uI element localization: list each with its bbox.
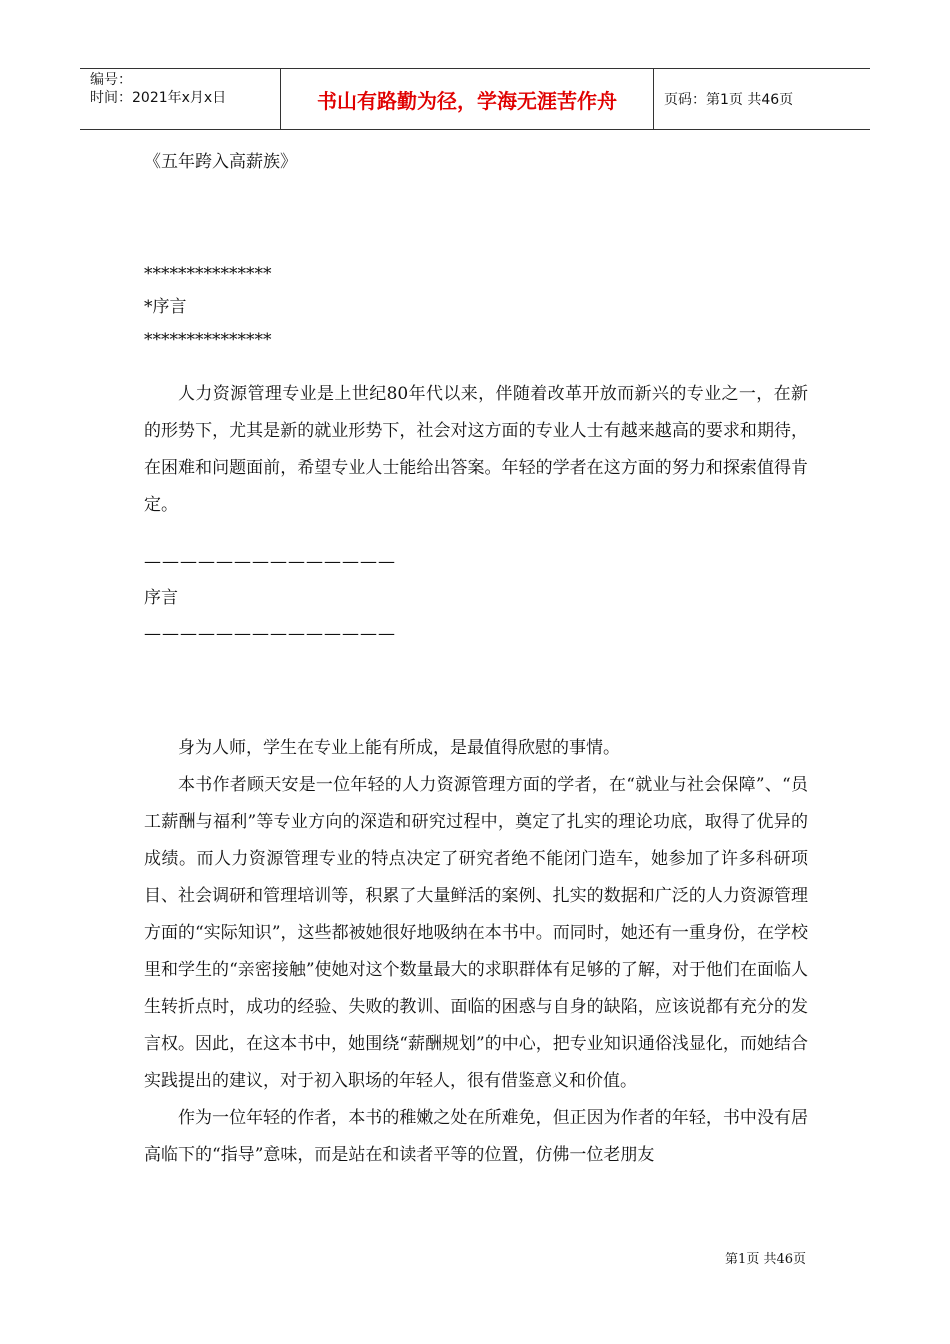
book-title: 《五年跨入高薪族》 [144, 152, 297, 172]
paragraph-author: 本书作者顾天安是一位年轻的人力资源管理方面的学者，在“就业与社会保障”、“员工薪酬与福利”等专业方向的深造和研究过程中，奠定了扎实的理论功底，取得了优异的成绩。而人力资源管理专业的特点决定了研究者绝不能闭门造车，她参加了许多科研项目、社会调研和管理培训等，积累了大量鲜活的案例、扎实的数据和广泛的人力资源管理方面的“实际知识”，这些都被她很好地吸纳在本书中。而同时，她还有一重身份，在学校里和学生的“亲密接触”使她对这个数量最大的求职群体有足够的了解，对于他们在面临人生转折点时，成功的经验、失败的教训、面临的困惑与自身的缺陷，应该说都有充分的发言权。因此，在这本书中，她围绕“薪酬规划”的中心，把专业知识通俗浅显化，而她结合实践提出的建议，对于初入职场的年轻人，很有借鉴意义和价值。 [144, 775, 808, 1091]
document-body [144, 150, 808, 1174]
document-header [80, 68, 870, 130]
document-time-label: 时间：2021年x月x日 [90, 90, 227, 106]
header-motto: 书山有路勤为径，学海无涯苦作舟 [281, 69, 654, 129]
paragraph-teacher: 身为人师，学生在专业上能有所成，是最值得欣慰的事情。 [178, 738, 620, 758]
paragraph-young-author: 作为一位年轻的作者，本书的稚嫩之处在所难免，但正因为作者的年轻，书中没有居高临下的“指导”意味，而是站在和读者平等的位置，仿佛一位老朋友 [144, 1108, 808, 1165]
dash-divider-top: —————————————— [144, 552, 396, 572]
header-meta-cell [80, 69, 281, 129]
header-page-info: 页码：第1页 共46页 [664, 92, 794, 108]
preface-starred-heading: *序言 [144, 297, 187, 317]
dash-divider-bottom: —————————————— [144, 624, 396, 644]
paragraph-intro: 人力资源管理专业是上世纪80年代以来，伴随着改革开放而新兴的专业之一，在新的形势下，尤其是新的就业形势下，社会对这方面的专业人士有越来越高的要求和期待，在困难和问题面前，希望专业人士能给出答案。年轻的学者在这方面的努力和探索值得肯定。 [144, 384, 808, 515]
stars-divider-top: *************** [144, 264, 272, 284]
stars-divider-bottom: *************** [144, 330, 272, 350]
document-number-label: 编号： [90, 72, 132, 88]
preface-heading: 序言 [144, 588, 178, 608]
page-footer: 第1页 共46页 [725, 1252, 806, 1267]
